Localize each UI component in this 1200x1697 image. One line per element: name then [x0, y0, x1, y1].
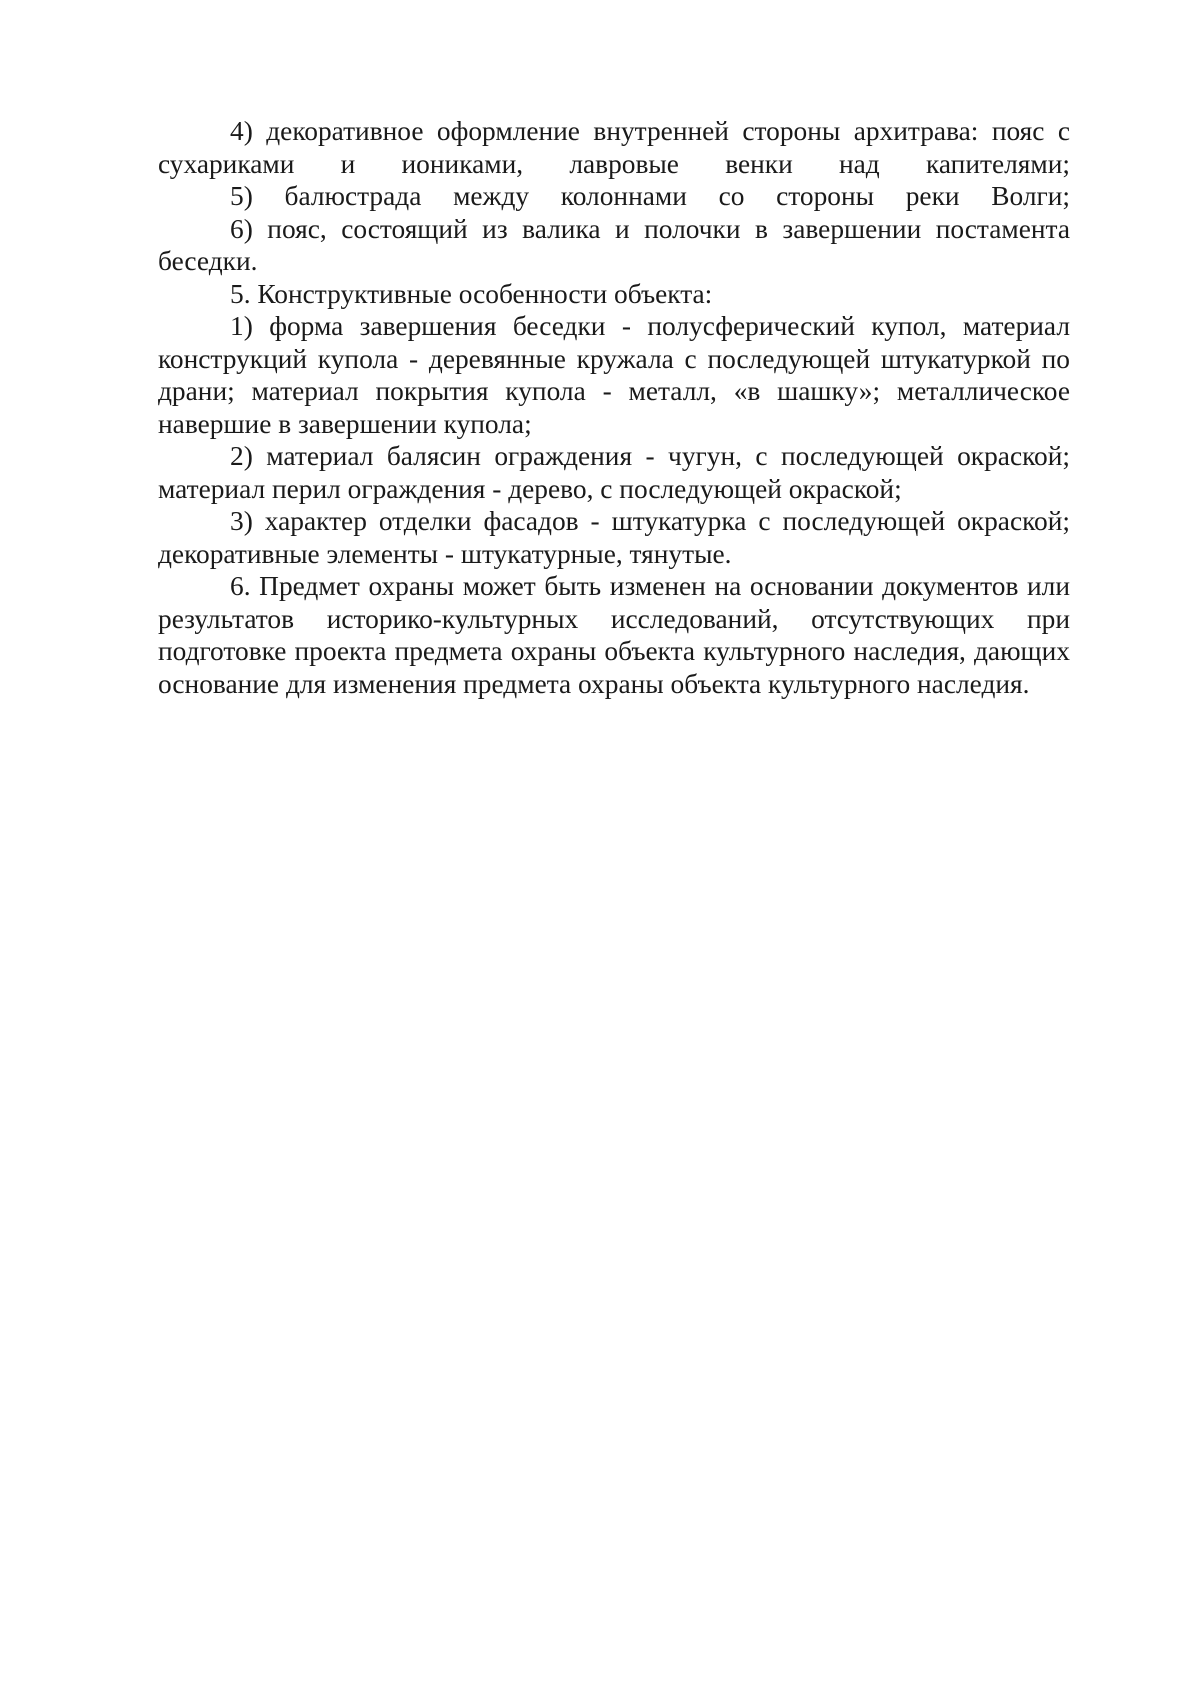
document-body — [158, 115, 1070, 700]
paragraph-item-1-dome: 1) форма завершения беседки - полусферический купол, материал конструкций купола - деревянные кружала с последующей штукатуркой по драни; материал покрытия купола - металл, «в шашку»; металлическое навершие в завершении купола; — [158, 311, 1070, 439]
paragraph-item-4-decor: 4) декоративное оформление внутренней стороны архитрава: пояс с сухариками и иониками, лавровые венки над капителями; — [158, 116, 1070, 179]
paragraph-item-5-balustrade: 5) балюстрада между колоннами со стороны реки Волги; — [230, 181, 1070, 211]
paragraph-item-3-facades: 3) характер отделки фасадов - штукатурка с последующей окраской; декоративные элементы - штукатурные, тянутые. — [158, 506, 1070, 569]
paragraph-item-6-change-subject: 6. Предмет охраны может быть изменен на основании документов или результатов историко-культурных исследований, отсутствующих при подготовке проекта предмета охраны объекта культурного наследия, дающих основание для изменения предмета охраны объекта культурного наследия. — [158, 571, 1070, 699]
section-heading-constructive: 5. Конструктивные особенности объекта: — [230, 278, 713, 309]
paragraph-item-2-railing: 2) материал балясин ограждения - чугун, с последующей окраской; материал перил ограждения - дерево, с последующей окраской; — [158, 441, 1070, 504]
paragraph-item-6-belt: 6) пояс, состоящий из валика и полочки в завершении постамента беседки. — [158, 213, 1070, 276]
